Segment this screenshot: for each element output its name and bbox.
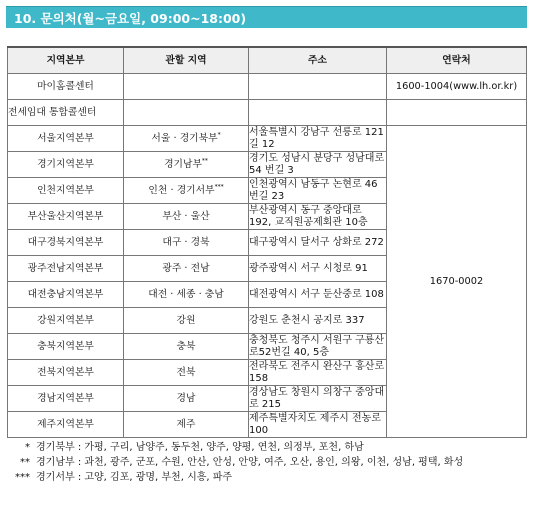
jurisdiction-cell xyxy=(124,152,249,178)
footnote-mark: *** xyxy=(15,472,30,483)
footnote-mark: *** xyxy=(214,183,224,191)
jurisdiction-cell: 충북 xyxy=(124,334,249,360)
header-region-office: 지역본부 xyxy=(8,47,124,74)
table-header-row xyxy=(8,47,527,74)
jurisdiction-cell: 전북 xyxy=(124,360,249,386)
jurisdiction-cell xyxy=(124,178,249,204)
region-office-name: 제주지역본부 xyxy=(8,412,124,438)
address-cell: 경상남도 창원시 의창구 중앙대로 215 xyxy=(249,386,387,412)
address-cell: 부산광역시 동구 중앙대로 192, 교직원공제회관 10층 xyxy=(249,204,387,230)
address-cell: 경기도 성남시 분당구 성남대로 54 번길 3 xyxy=(249,152,387,178)
section-title: 10. 문의처(월~금요일, 09:00~18:00) xyxy=(14,10,247,26)
address-cell: 대구광역시 달서구 상화로 272 xyxy=(249,230,387,256)
footnote-mark: * xyxy=(25,442,30,453)
header-jurisdiction: 관할 지역 xyxy=(124,47,249,74)
section-title-bar xyxy=(6,6,527,28)
jurisdiction-text: 경기남부 xyxy=(164,158,202,170)
jurisdiction-cell: 강원 xyxy=(124,308,249,334)
address-cell: 전라북도 전주시 완산구 홍산로 158 xyxy=(249,360,387,386)
header-contact: 연락처 xyxy=(387,47,527,74)
table-row xyxy=(8,100,527,126)
footnote-mark: * xyxy=(217,131,221,139)
region-office-name: 서울지역본부 xyxy=(8,126,124,152)
region-office-name: 인천지역본부 xyxy=(8,178,124,204)
header-address: 주소 xyxy=(249,47,387,74)
jurisdiction-cell: 경남 xyxy=(124,386,249,412)
jurisdiction-cell xyxy=(124,100,249,126)
region-office-name: 경남지역본부 xyxy=(8,386,124,412)
contact-phone-empty xyxy=(387,100,527,126)
footnote-text: 경기서부 : 고양, 김포, 광명, 부천, 시흥, 파주 xyxy=(36,472,233,483)
jurisdiction-cell: 대전 · 세종 · 충남 xyxy=(124,282,249,308)
address-cell: 광주광역시 서구 시청로 91 xyxy=(249,256,387,282)
footnotes xyxy=(6,440,527,485)
address-cell: 대전광역시 서구 둔산중로 108 xyxy=(249,282,387,308)
jurisdiction-cell: 부산 · 울산 xyxy=(124,204,249,230)
footnote-mark: ** xyxy=(201,157,208,165)
region-office-name: 전북지역본부 xyxy=(8,360,124,386)
address-cell: 충청북도 청주시 서원구 구룡산로52번길 40, 5층 xyxy=(249,334,387,360)
footnote-line xyxy=(6,455,527,470)
jurisdiction-cell: 제주 xyxy=(124,412,249,438)
jurisdiction-cell: 광주 · 전남 xyxy=(124,256,249,282)
region-office-name: 대전충남지역본부 xyxy=(8,282,124,308)
footnote-line xyxy=(6,470,527,485)
region-office-name: 전세임대 통합콜센터 xyxy=(8,100,124,126)
footnote-text: 경기남부 : 과천, 광주, 군포, 수원, 안산, 안성, 안양, 여주, 오산, 용인, 의왕, 이천, 성남, 평택, 화성 xyxy=(36,457,464,468)
jurisdiction-cell xyxy=(124,74,249,100)
contact-phone: 1600-1004(www.lh.or.kr) xyxy=(387,74,527,100)
region-office-name: 충북지역본부 xyxy=(8,334,124,360)
region-office-name: 광주전남지역본부 xyxy=(8,256,124,282)
contact-table xyxy=(7,46,527,438)
address-cell: 제주특별자치도 제주시 전농로 100 xyxy=(249,412,387,438)
jurisdiction-cell xyxy=(124,126,249,152)
address-cell xyxy=(249,100,387,126)
jurisdiction-text: 인천 · 경기서부 xyxy=(148,184,215,196)
jurisdiction-cell: 대구 · 경북 xyxy=(124,230,249,256)
address-cell xyxy=(249,74,387,100)
table-row xyxy=(8,74,527,100)
region-office-name: 대구경북지역본부 xyxy=(8,230,124,256)
region-office-name: 부산울산지역본부 xyxy=(8,204,124,230)
table-row xyxy=(8,126,527,152)
footnote-mark: ** xyxy=(20,457,30,468)
jurisdiction-text: 서울 · 경기북부 xyxy=(151,132,218,144)
address-cell: 인천광역시 남동구 논현로 46번길 23 xyxy=(249,178,387,204)
region-office-name: 경기지역본부 xyxy=(8,152,124,178)
address-cell: 서울특별시 강남구 선릉로 121길 12 xyxy=(249,126,387,152)
contact-phone-shared: 1670-0002 xyxy=(387,126,527,438)
region-office-name: 강원지역본부 xyxy=(8,308,124,334)
region-office-name: 마이홈콜센터 xyxy=(8,74,124,100)
footnote-text: 경기북부 : 가평, 구리, 남양주, 동두천, 양주, 양평, 연천, 의정부, 포천, 하남 xyxy=(36,442,364,453)
footnote-line xyxy=(6,440,527,455)
address-cell: 강원도 춘천시 공지로 337 xyxy=(249,308,387,334)
